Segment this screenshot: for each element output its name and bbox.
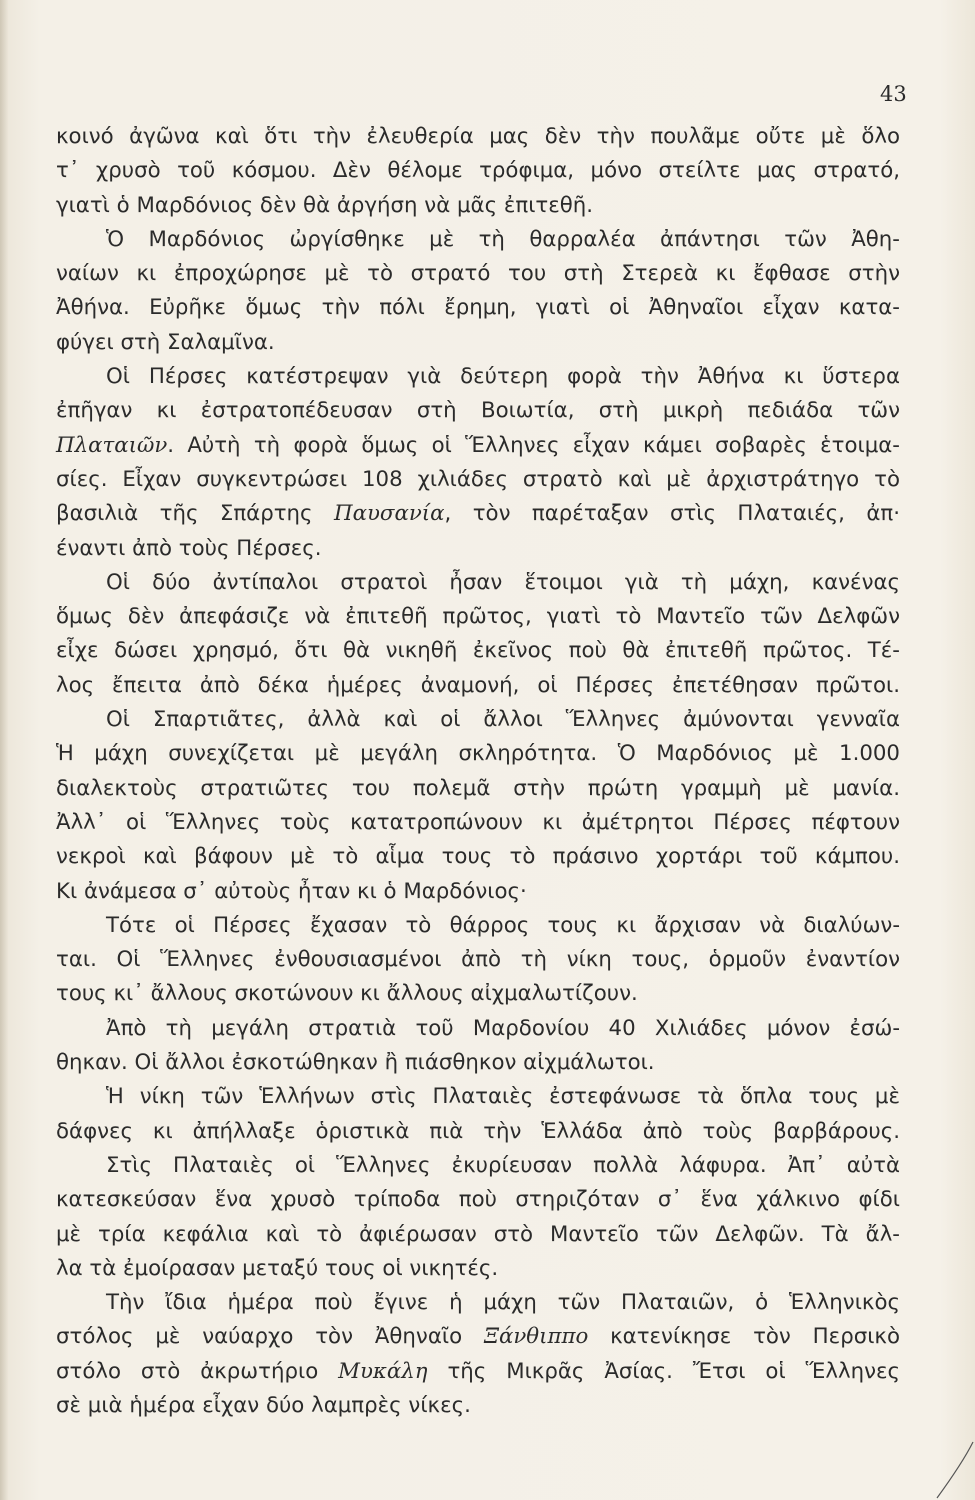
text-line: τ᾽ χρυσὸ τοῦ κόσμου. Δὲν θέλομε τρόφιμα, μόνο στείλτε μας στρατό,: [56, 158, 900, 184]
text-line: λος ἔπειτα ἀπὸ δέκα ἡμέρες ἀναμονή, οἱ Πέρσες ἐπετέθησαν πρῶτοι.: [56, 672, 900, 698]
italic-name: Πλαταιῶν: [56, 432, 168, 458]
text-line: Ἀλλ᾽ οἱ Ἕλληνες τοὺς κατατροπώνουν κι ἀμέτρητοι Πέρσες πέφτουν: [56, 809, 900, 835]
text-line: Στὶς Πλαταιὲς οἱ Ἕλληνες ἐκυρίευσαν πολλὰ λάφυρα. Ἀπ᾽ αὐτὰ: [106, 1152, 900, 1178]
text-line: μὲ τρία κεφάλια καὶ τὸ ἀφιέρωσαν στὸ Μαντεῖο τῶν Δελφῶν. Τὰ ἄλ-: [56, 1221, 900, 1247]
text-line: κοινό ἀγῶνα καὶ ὅτι τὴν ἐλευθερία μας δὲν τὴν πουλᾶμε οὔτε μὲ ὅλο: [56, 124, 900, 149]
text-line: έναντι ἀπὸ τοὺς Πέρσες.: [56, 535, 322, 561]
text-line: φύγει στὴ Σαλαμῖνα.: [56, 329, 275, 355]
text-line: εἶχε δώσει χρησμό, ὅτι θὰ νικηθῆ ἐκεῖνος ποὺ θὰ ἐπιτεθῆ πρῶτος. Τέ-: [56, 638, 900, 664]
text-line: κατεσκεύσαν ἕνα χρυσὸ τρίποδα ποὺ στηριζόταν σ᾽ ἕνα χάλκινο φίδι: [56, 1187, 900, 1213]
text-line: τους κι᾽ ἄλλους σκοτώνουν κι ἄλλους αἰχμαλωτίζουν.: [56, 981, 638, 1007]
text-line: Ἀπὸ τὴ μεγάλη στρατιὰ τοῦ Μαρδονίου 40 Χιλιάδες μόνον ἐσώ-: [106, 1015, 900, 1041]
text-line: Ἡ μάχη συνεχίζεται μὲ μεγάλη σκληρότητα. Ὁ Μαρδόνιος μὲ 1.000: [56, 741, 900, 767]
body-text: [56, 120, 900, 1423]
text-line: στόλο στὸ ἀκρωτήριο Μυκάλη τῆς Μικρᾶς Ἀσίας. Ἔτσι οἱ Ἕλληνες: [56, 1358, 900, 1384]
text-line: ἐπῆγαν κι ἐστρατοπέδευσαν στὴ Βοιωτία, στὴ μικρὴ πεδιάδα τῶν: [56, 398, 900, 424]
text-line: Οἱ Πέρσες κατέστρεψαν γιὰ δεύτερη φορὰ τὴν Ἀθήνα κι ὕστερα: [106, 364, 900, 390]
text-line: Τὴν ἴδια ἡμέρα ποὺ ἔγινε ἡ μάχη τῶν Πλαταιῶν, ὁ Ἑλληνικὸς: [106, 1290, 900, 1316]
text-line: σίες. Εἶχαν συγκεντρώσει 108 χιλιάδες στρατὸ καὶ μὲ ἀρχιστράτηγο τὸ: [56, 466, 900, 492]
text-line: νεκροὶ καὶ βάφουν μὲ τὸ αἷμα τους τὸ πράσινο χορτάρι τοῦ κάμπου.: [56, 844, 900, 870]
text-line: βασιλιὰ τῆς Σπάρτης Παυσανία, τὸν παρέταξαν στὶς Πλαταιές, ἀπ·: [56, 501, 900, 527]
text-line: Ὁ Μαρδόνιος ὠργίσθηκε μὲ τὴ θαρραλέα ἀπάντησι τῶν Ἀθη-: [106, 226, 900, 252]
italic-name: Παυσανία: [334, 501, 445, 527]
text-line: λα τὰ ἐμοίρασαν μεταξύ τους οἱ νικητές.: [56, 1255, 499, 1281]
page-binding-edge: [0, 0, 8, 1500]
italic-name: Ξάνθιππο: [483, 1324, 589, 1350]
italic-name: Μυκάλη: [338, 1358, 428, 1384]
text-line: Τότε οἱ Πέρσες ἔχασαν τὸ θάρρος τους κι ἄρχισαν νὰ διαλύων-: [106, 912, 900, 938]
text-line: Οἱ δύο ἀντίπαλοι στρατοὶ ἦσαν ἕτοιμοι γιὰ τὴ μάχη, κανένας: [106, 569, 900, 595]
text-line: Ἡ νίκη τῶν Ἑλλήνων στὶς Πλαταιὲς ἐστεφάνωσε τὰ ὅπλα τους μὲ: [106, 1084, 900, 1110]
text-line: θηκαν. Οἱ ἄλλοι ἐσκοτώθηκαν ἢ πιάσθηκον αἰχμάλωτοι.: [56, 1050, 655, 1076]
text-line: σὲ μιὰ ἡμέρα εἶχαν δύο λαμπρὲς νίκες.: [56, 1392, 471, 1418]
text-line: γιατὶ ὁ Μαρδόνιος δὲν θὰ ἀργήση νὰ μᾶς ἐπιτεθῆ.: [56, 192, 594, 218]
text-line: Πλαταιῶν. Αὐτὴ τὴ φορὰ ὅμως οἱ Ἕλληνες εἶχαν κάμει σοβαρὲς ἑτοιμα-: [56, 432, 900, 458]
pencil-mark-icon: [925, 1440, 975, 1500]
text-line: ναίων κι ἐπροχώρησε μὲ τὸ στρατό του στὴ Στερεὰ κι ἔφθασε στὴν: [56, 261, 900, 287]
page-number: 43: [880, 82, 907, 106]
text-line: Κι ἀνάμεσα σ᾽ αὐτοὺς ἦταν κι ὁ Μαρδόνιος·: [56, 878, 527, 904]
text-line: ὅμως δὲν ἀπεφάσιζε νὰ ἐπιτεθῆ πρῶτος, γιατὶ τὸ Μαντεῖο τῶν Δελφῶν: [56, 604, 900, 630]
text-line: δάφνες κι ἀπήλλαξε ὁριστικὰ πιὰ τὴν Ἑλλάδα ἀπὸ τοὺς βαρβάρους.: [56, 1118, 900, 1144]
text-line: Οἱ Σπαρτιᾶτες, ἀλλὰ καὶ οἱ ἄλλοι Ἕλληνες ἀμύνονται γενναῖα: [106, 707, 900, 733]
text-line: διαλεκτοὺς στρατιῶτες του πολεμᾶ στὴν πρώτη γραμμὴ μὲ μανία.: [56, 775, 900, 801]
text-line: ται. Οἱ Ἕλληνες ἐνθουσιασμένοι ἀπὸ τὴ νίκη τους, ὁρμοῦν ἐναντίον: [56, 947, 900, 973]
text-line: Ἀθήνα. Εὐρῆκε ὅμως τὴν πόλι ἔρημη, γιατὶ οἱ Ἀθηναῖοι εἶχαν κατα-: [56, 295, 900, 321]
text-line: στόλος μὲ ναύαρχο τὸν Ἀθηναῖο Ξάνθιππο κατενίκησε τὸν Περσικὸ: [56, 1324, 900, 1350]
